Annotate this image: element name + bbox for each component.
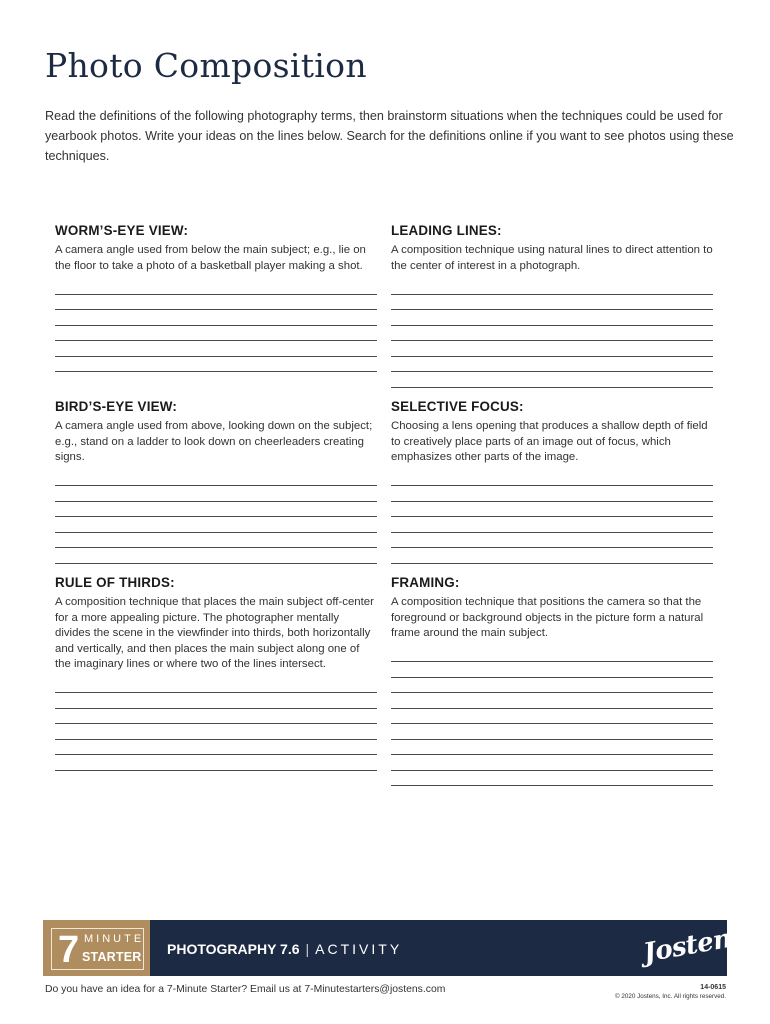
term-heading: LEADING LINES: [391, 223, 502, 238]
answer-line[interactable] [391, 533, 713, 549]
answer-line[interactable] [55, 310, 377, 326]
section-leading-lines [391, 222, 713, 388]
term-definition: Choosing a lens opening that produces a shallow depth of field to creatively place parts of an image out of focus, which emphasizes other parts of the image. [391, 420, 708, 464]
answer-line[interactable] [55, 471, 377, 487]
term-definition: A composition technique using natural lines to direct attention to the center of interest in a photograph. [391, 244, 713, 272]
answer-line[interactable] [55, 755, 377, 771]
answer-line[interactable] [391, 517, 713, 533]
footer-note: Do you have an idea for a 7-Minute Starter? Email us at 7-Minutestarters@jostens.com [45, 984, 446, 995]
answer-line[interactable] [391, 647, 713, 663]
answer-line[interactable] [391, 740, 713, 756]
term-definition: A composition technique that positions the camera so that the foreground or background objects in the picture form a natural frame around the main subject. [391, 596, 704, 640]
answer-line[interactable] [391, 709, 713, 725]
answer-line[interactable] [391, 771, 713, 787]
answer-line[interactable] [391, 755, 713, 771]
answer-line[interactable] [55, 678, 377, 694]
term-heading: FRAMING: [391, 575, 460, 590]
badge-frame [51, 928, 144, 970]
answer-lines[interactable] [55, 279, 377, 372]
answer-lines[interactable] [55, 471, 377, 564]
answer-line[interactable] [55, 724, 377, 740]
answer-line[interactable] [391, 357, 713, 373]
label-separator: | [305, 941, 310, 957]
term-heading: RULE OF THIRDS: [55, 575, 175, 590]
answer-line[interactable] [391, 662, 713, 678]
answer-line[interactable] [55, 357, 377, 373]
intro-text: Read the definitions of the following photography terms, then brainstorm situations when the techniques could be used for yearbook photos. Write your ideas on the lines below. Search for the definitions online if you want to see photos using these techniques. [45, 109, 734, 163]
answer-line[interactable] [55, 326, 377, 342]
answer-line[interactable] [391, 372, 713, 388]
answer-line[interactable] [391, 502, 713, 518]
section-selective-focus [391, 398, 713, 564]
term-definition: A camera angle used from below the main subject; e.g., lie on the floor to take a photo of a basketball player making a shot. [55, 244, 366, 272]
answer-lines[interactable] [391, 647, 713, 787]
copyright: © 2020 Jostens, Inc. All rights reserved. [614, 993, 726, 1000]
answer-line[interactable] [391, 486, 713, 502]
section-worms-eye-view [55, 222, 377, 372]
answer-line[interactable] [391, 678, 713, 694]
answer-line[interactable] [391, 693, 713, 709]
answer-line[interactable] [55, 740, 377, 756]
answer-line[interactable] [391, 341, 713, 357]
term-heading: SELECTIVE FOCUS: [391, 399, 524, 414]
seven-minute-starter-badge [43, 920, 150, 976]
answer-line[interactable] [55, 295, 377, 311]
answer-line[interactable] [391, 326, 713, 342]
badge-number: 7 [58, 929, 80, 971]
jostens-logo: Jostens [641, 921, 748, 969]
answer-lines[interactable] [55, 678, 377, 771]
activity-subject: PHOTOGRAPHY 7.6 [167, 941, 300, 957]
page-title: Photo Composition [45, 46, 367, 85]
term-heading: WORM’S-EYE VIEW: [55, 223, 189, 238]
answer-lines[interactable] [391, 471, 713, 564]
term-heading: BIRD’S-EYE VIEW: [55, 399, 177, 414]
badge-top-text: MINUTE [84, 933, 145, 945]
answer-line[interactable] [391, 548, 713, 564]
badge-bottom-text: STARTER [82, 950, 142, 964]
activity-label [167, 940, 402, 958]
activity-kind: ACTIVITY [315, 941, 403, 957]
answer-line[interactable] [391, 279, 713, 295]
answer-line[interactable] [55, 693, 377, 709]
answer-line[interactable] [391, 471, 713, 487]
document-code: 14-0615 [700, 984, 726, 991]
answer-line[interactable] [55, 533, 377, 549]
answer-line[interactable] [55, 341, 377, 357]
answer-line[interactable] [55, 709, 377, 725]
answer-line[interactable] [391, 310, 713, 326]
answer-line[interactable] [391, 724, 713, 740]
answer-line[interactable] [55, 486, 377, 502]
section-framing [391, 574, 713, 786]
section-rule-of-thirds [55, 574, 377, 771]
term-definition: A camera angle used from above, looking down on the subject; e.g., stand on a ladder to look down on cheerleaders creating signs. [55, 420, 373, 464]
section-birds-eye-view [55, 398, 377, 564]
answer-line[interactable] [391, 295, 713, 311]
answer-lines[interactable] [391, 279, 713, 388]
term-definition: A composition technique that places the main subject off-center for a more appealing picture. The photographer mentally divides the scene in the viewfinder into thirds, both horizontally and vertically, and then places the main subject along one of the imaginary lines or where two of the lines intersect. [55, 596, 374, 671]
answer-line[interactable] [55, 502, 377, 518]
answer-line[interactable] [55, 279, 377, 295]
answer-line[interactable] [55, 517, 377, 533]
answer-line[interactable] [55, 548, 377, 564]
